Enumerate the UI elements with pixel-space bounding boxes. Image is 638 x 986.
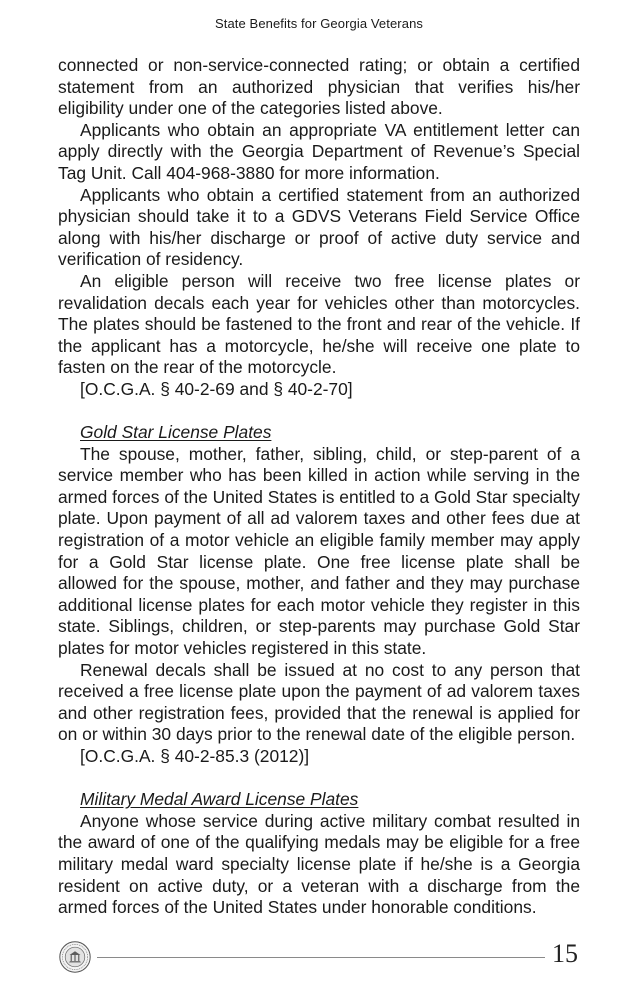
- legal-citation: [O.C.G.A. § 40-2-85.3 (2012)]: [80, 746, 310, 766]
- body-paragraph: connected or non-service-connected rating; or obtain a certified statement from an authorized physician that verifies his/her eligibility under one of the categories listed above.: [58, 55, 580, 119]
- georgia-state-seal-icon: [59, 941, 91, 973]
- body-paragraph: Anyone whose service during active military combat resulted in the award of one of the qualifying medals may be eligible for a free military medal ward specialty license plate if he/she is a Georgia resident on active duty, or a veteran with a discharge from the armed forces of the United States under honorable conditions.: [58, 810, 580, 918]
- page-body: [58, 55, 580, 919]
- body-paragraph: Applicants who obtain a certified statement from an authorized physician should take it to a GDVS Veterans Field Service Office along with his/her discharge or proof of active duty service and verification of residency.: [58, 184, 580, 270]
- page-number: 15: [552, 939, 578, 968]
- body-paragraph: Renewal decals shall be issued at no cost to any person that received a free license plate upon the payment of ad valorem taxes and other registration fees, provided that the renewal is applied for on or within 30 days prior to the renewal date of the eligible person.: [58, 659, 580, 745]
- legal-citation: [O.C.G.A. § 40-2-69 and § 40-2-70]: [80, 378, 353, 399]
- body-paragraph: The spouse, mother, father, sibling, child, or step-parent of a service member who has been killed in action while serving in the armed forces of the United States is entitled to a Gold Star specialty plate. Upon payment of all ad valorem taxes and other fees due at registration of a motor vehicle an eligible family member may apply for a Gold Star license plate. One free license plate shall be allowed for the spouse, mother, and father and they may purchase additional license plates for each motor vehicle they register in this state. Siblings, children, or step-parents may purchase Gold Star plates for motor vehicles registered in this state.: [58, 443, 580, 659]
- section-heading-military-medal: Military Medal Award License Plates: [80, 789, 359, 810]
- body-paragraph: Applicants who obtain an appropriate VA entitlement letter can apply directly with the Georgia Department of Revenue’s Special Tag Unit. Call 404-968-3880 for more information.: [58, 119, 580, 183]
- running-header: State Benefits for Georgia Veterans: [214, 16, 423, 31]
- section-heading-gold-star: Gold Star License Plates: [80, 422, 272, 443]
- body-paragraph: An eligible person will receive two free license plates or revalidation decals each year for vehicles other than motorcycles. The plates should be fastened to the front and rear of the vehicle. If the applicant has a motorcycle, he/she will receive one plate to fasten on the rear of the motorcycle.: [58, 270, 580, 378]
- footer-divider: [97, 957, 545, 958]
